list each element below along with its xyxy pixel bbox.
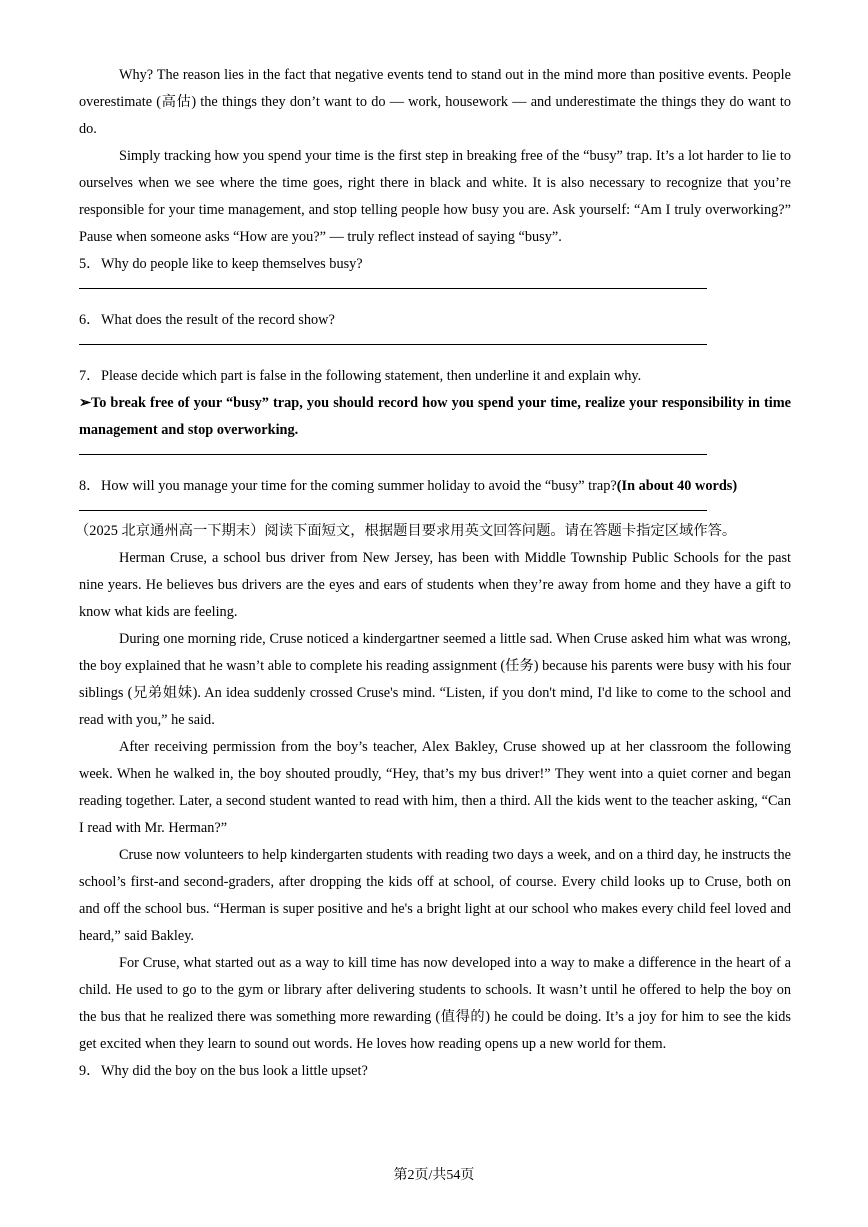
question-text: Why do people like to keep themselves busy? [101,256,363,272]
question-text: What does the result of the record show? [101,312,335,328]
paragraph: For Cruse, what started out as a way to kill time has now developed into a way to make a difference in the heart of a child. He used to go to the gym or library after delivering students to schools. It wasn’t until he offered to help the boy on the bus that he realized there was something more rewarding (值得的) he could be doing. It’s a joy for him to see the kids get excited when they learn to sound out words. He loves how reading opens up a new world for them. [79,955,791,1052]
question-number: 5． [79,256,101,272]
page-number: 第2页/共54页 [393,1168,475,1183]
paragraph: Why? The reason lies in the fact that negative events tend to stand out in the mind more than positive events. People overestimate (高估) the things they don’t want to do — work, housework — and underestimate the things they do want to do. [79,67,791,137]
answer-line[interactable] [79,509,707,511]
question-text: Please decide which part is false in the following statement, then underline it and explain why. [101,368,642,384]
paragraph: Simply tracking how you spend your time is the first step in breaking free of the “busy” trap. It’s a lot harder to lie to ourselves when we see where the time goes, right there in black and white. It is also necessary to recognize that you’re responsible for your time management, and stop telling people how busy you are. Ask yourself: “Am I truly overworking?” Pause when someone asks “How are you?” — truly reflect instead of saying “busy”. [79,148,791,245]
question-text: Why did the boy on the bus look a little upset? [101,1063,368,1079]
question-text: How will you manage your time for the coming summer holiday to avoid the “busy” trap? [101,478,617,494]
word-limit-note: (In about 40 words) [616,478,738,494]
question-7 [79,363,791,390]
question-number: 8． [79,478,101,494]
answer-line[interactable] [79,453,707,455]
document-page [75,62,792,1085]
question-5 [79,251,791,278]
answer-line[interactable] [79,287,707,289]
question-number: 9． [79,1063,101,1079]
paragraph: Herman Cruse, a school bus driver from New Jersey, has been with Middle Township Public Schools for the past nine years. He believes bus drivers are the eyes and ears of students when they’re away from home and they have a gift to know what kids are feeling. [79,550,791,620]
paragraph: Cruse now volunteers to help kindergarten students with reading two days a week, and on a third day, he instructs the school’s first-and second-graders, after dropping the kids off at school, of course. Every child looks up to Cruse, both on and off the school bus. “Herman is super positive and he's a bright light at our school who makes every child feel loved and heard,” said Bakley. [79,847,791,944]
question-8 [79,473,791,500]
answer-line[interactable] [79,343,707,345]
question-number: 7． [79,368,101,384]
paragraph: During one morning ride, Cruse noticed a kindergartner seemed a little sad. When Cruse asked him what was wrong, the boy explained that he wasn’t able to complete his reading assignment (任务) because his parents were busy with his four siblings (兄弟姐妹). An idea suddenly crossed Cruse's mind. “Listen, if you don't mind, I'd like to come to the school and read with you,” he said. [79,631,792,728]
statement-text: ➢To break free of your “busy” trap, you should record how you spend your time, realize your responsibility in time management and stop overworking. [79,395,791,438]
question-9 [79,1058,791,1085]
section-header: （2025 北京通州高一下期末）阅读下面短文，根据题目要求用英文回答问题。请在答题卡指定区域作答。 [75,523,737,539]
question-6 [79,307,791,334]
paragraph: After receiving permission from the boy’s teacher, Alex Bakley, Cruse showed up at her classroom the following week. When he walked in, the boy shouted proudly, “Hey, that’s my bus driver!” They went into a quiet corner and began reading together. Later, a second student wanted to read with him, then a third. All the kids went to the teacher asking, “Can I read with Mr. Herman?” [79,739,791,836]
question-number: 6． [79,312,101,328]
